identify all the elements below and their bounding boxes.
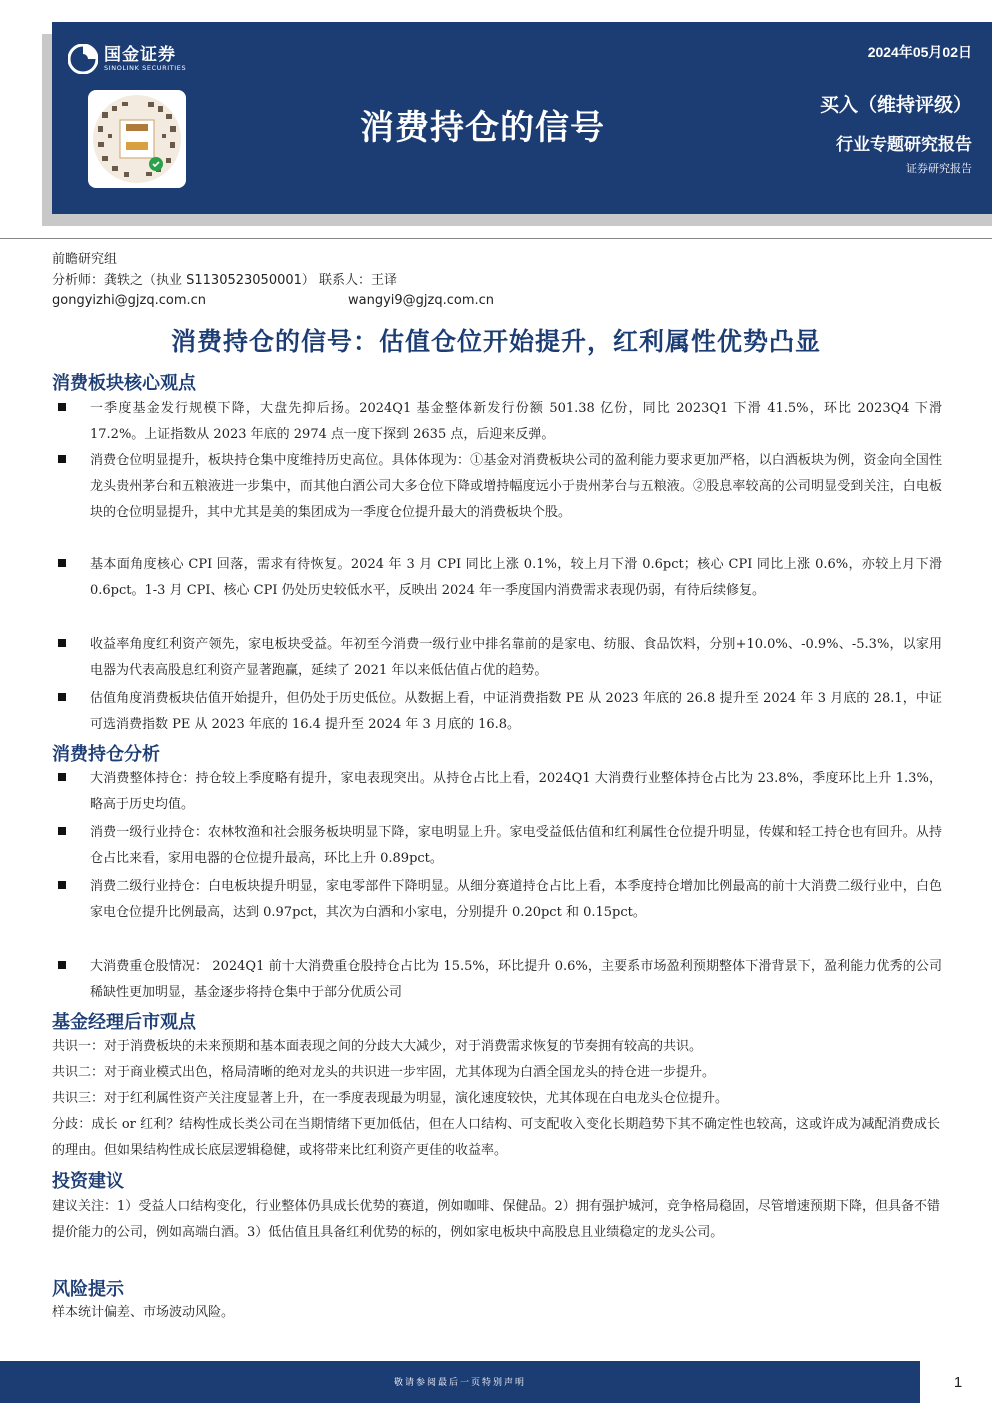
bullet-square-icon: [58, 773, 66, 781]
report-subtitle: 消费持仓的信号：估值仓位开始提升，红利属性优势凸显: [170, 327, 821, 356]
bullet-text: 大消费重仓股情况： 2024Q1 前十大消费重仓股持仓占比为 15.5%，环比提升 0.6%，主要系市场盈利预期整体下滑背景下，盈利能力优秀的公司稀缺性更加明显，基金逐步将持仓集中于部分优质公司: [90, 959, 942, 1000]
logo-subtitle: SINOLINK SECURITIES: [104, 63, 187, 72]
advice-text: 建议关注：1）受益人口结构变化，行业整体仍具成长优势的赛道，例如咖啡、保健品。2）拥有强护城河，竞争格局稳固，尽管增速预期下降，但具备不错提价能力的公司，例如高端白酒。3）低估值且具备红利优势的标的，例如家电板块中高股息且业绩稳定的龙头公司。: [52, 1199, 940, 1240]
footer-disclaimer-link[interactable]: 敬请参阅最后一页特别声明: [393, 1378, 526, 1388]
contact-email[interactable]: wangyi9@gjzq.com.cn: [348, 293, 495, 308]
bullet-square-icon: [58, 827, 66, 835]
consensus-two: 共识二：对于商业模式出色，格局清晰的绝对龙头的共识进一步牢固，尤其体现为白酒全国龙头的持仓进一步提升。: [52, 1065, 716, 1080]
bullet-square-icon: [58, 639, 66, 647]
bullet-text: 消费二级行业持仓：白电板块提升明显，家电零部件下降明显。从细分赛道持仓占比上看，本季度持仓增加比例最高的前十大消费二级行业中，白色家电仓位提升比例最高，达到 0.97pct，其次为白酒和小家电，分别提升 0.20pct 和 0.15pct。: [90, 879, 942, 920]
research-group: 前瞻研究组: [52, 252, 118, 267]
bullet-square-icon: [58, 693, 66, 701]
report-type: 行业专题研究报告: [836, 135, 972, 155]
bullet-text: 消费仓位明显提升，板块持仓集中度维持历史高位。具体体现为：①基金对消费板块公司的盈利能力要求更加严格，以白酒板块为例，资金向全国性龙头贵州茅台和五粮液进一步集中，而其他白酒公司大多仓位下降或增持幅度远小于贵州茅台与五粮液。②股息率较高的公司明显受到关注，白电板块的仓位明显提升，其中尤其是美的集团成为一季度仓位提升最大的消费板块个股。: [90, 453, 942, 520]
header-divider: [0, 238, 992, 239]
sinolink-logo-icon: [68, 44, 98, 74]
consensus-three: 共识三：对于红利属性资产关注度显著上升，在一季度表现最为明显，演化速度较快，尤其体现在白电龙头仓位提升。: [52, 1091, 729, 1106]
consensus-one: 共识一：对于消费板块的未来预期和基本面表现之间的分歧大大减少，对于消费需求恢复的节奏拥有较高的共识。: [52, 1039, 703, 1054]
risk-text: 样本统计偏差、市场波动风险。: [52, 1305, 235, 1320]
bullet-text: 一季度基金发行规模下降，大盘先抑后扬。2024Q1 基金整体新发行份额 501.38 亿份，同比 2023Q1 下滑 41.5%，环比 2023Q4 下滑 17.2%。上证指数从 2023 年底的 2974 点一度下探到 2635 点，后迎来反弹。: [90, 401, 942, 442]
bullet-text: 大消费整体持仓：持仓较上季度略有提升，家电表现突出。从持仓占比上看，2024Q1 大消费行业整体持仓占比为 23.8%，季度环比上升 1.3%，略高于历史均值。: [90, 771, 942, 812]
qr-code-icon: [88, 90, 186, 188]
bullet-square-icon: [58, 881, 66, 889]
qr-code[interactable]: [88, 90, 186, 188]
section-title-manager: 基金经理后市观点: [52, 1012, 196, 1033]
section-title-core: 消费板块核心观点: [52, 373, 196, 394]
logo-name: 国金证券: [104, 44, 176, 65]
bullet-square-icon: [58, 961, 66, 969]
rating-label: 买入（维持评级）: [819, 94, 972, 116]
company-logo: [68, 44, 186, 74]
report-title: 消费持仓的信号: [360, 108, 605, 148]
analyst-email[interactable]: gongyizhi@gjzq.com.cn: [52, 293, 207, 308]
divergence: 分歧：成长 or 红利？结构性成长类公司在当期情绪下更加低估，但在人口结构、可支配收入变化长期趋势下其不确定性也较高，这或许成为减配消费成长的理由。但如果结构性成长底层逻辑稳健，或将带来比红利资产更佳的收益率。: [52, 1117, 940, 1158]
section-title-advice: 投资建议: [52, 1171, 124, 1192]
bullet-square-icon: [58, 559, 66, 567]
bullet-text: 消费一级行业持仓：农林牧渔和社会服务板块明显下降，家电明显上升。家电受益低估值和红利属性仓位提升明显，传媒和轻工持仓也有回升。从持仓占比来看，家用电器的仓位提升最高，环比上升 0.89pct。: [90, 825, 942, 866]
bullet-text: 收益率角度红利资产领先，家电板块受益。年初至今消费一级行业中排名靠前的是家电、纺服、食品饮料，分别+10.0%、-0.9%、-5.3%，以家用电器为代表高股息红利资产显著跑赢，延续了 2021 年以来低估值占优的趋势。: [90, 637, 942, 678]
bullet-text: 估值角度消费板块估值开始提升，但仍处于历史低位。从数据上看，中证消费指数 PE 从 2023 年底的 26.8 提升至 2024 年 3 月底的 28.1，中证可选消费指数 PE 从 2023 年底的 16.4 提升至 2024 年 3 月底的 16.8。: [90, 691, 942, 732]
report-date: 2024年05月02日: [867, 44, 972, 60]
report-category: 证券研究报告: [906, 162, 972, 175]
analyst-line: 分析师：龚轶之（执业 S1130523050001） 联系人：王译: [52, 273, 398, 288]
bullet-square-icon: [58, 403, 66, 411]
section-title-risk: 风险提示: [52, 1279, 124, 1300]
section-title-holding: 消费持仓分析: [52, 744, 160, 765]
bullet-text: 基本面角度核心 CPI 回落，需求有待恢复。2024 年 3 月 CPI 同比上涨 0.1%，较上月下滑 0.6pct；核心 CPI 同比上涨 0.6%，亦较上月下滑 0.6pct。1-3 月 CPI、核心 CPI 仍处历史较低水平，反映出 2024 年一季度国内消费需求表现仍弱，有待后续修复。: [90, 557, 942, 598]
bullet-square-icon: [58, 455, 66, 463]
page-number: 1: [953, 1374, 963, 1391]
